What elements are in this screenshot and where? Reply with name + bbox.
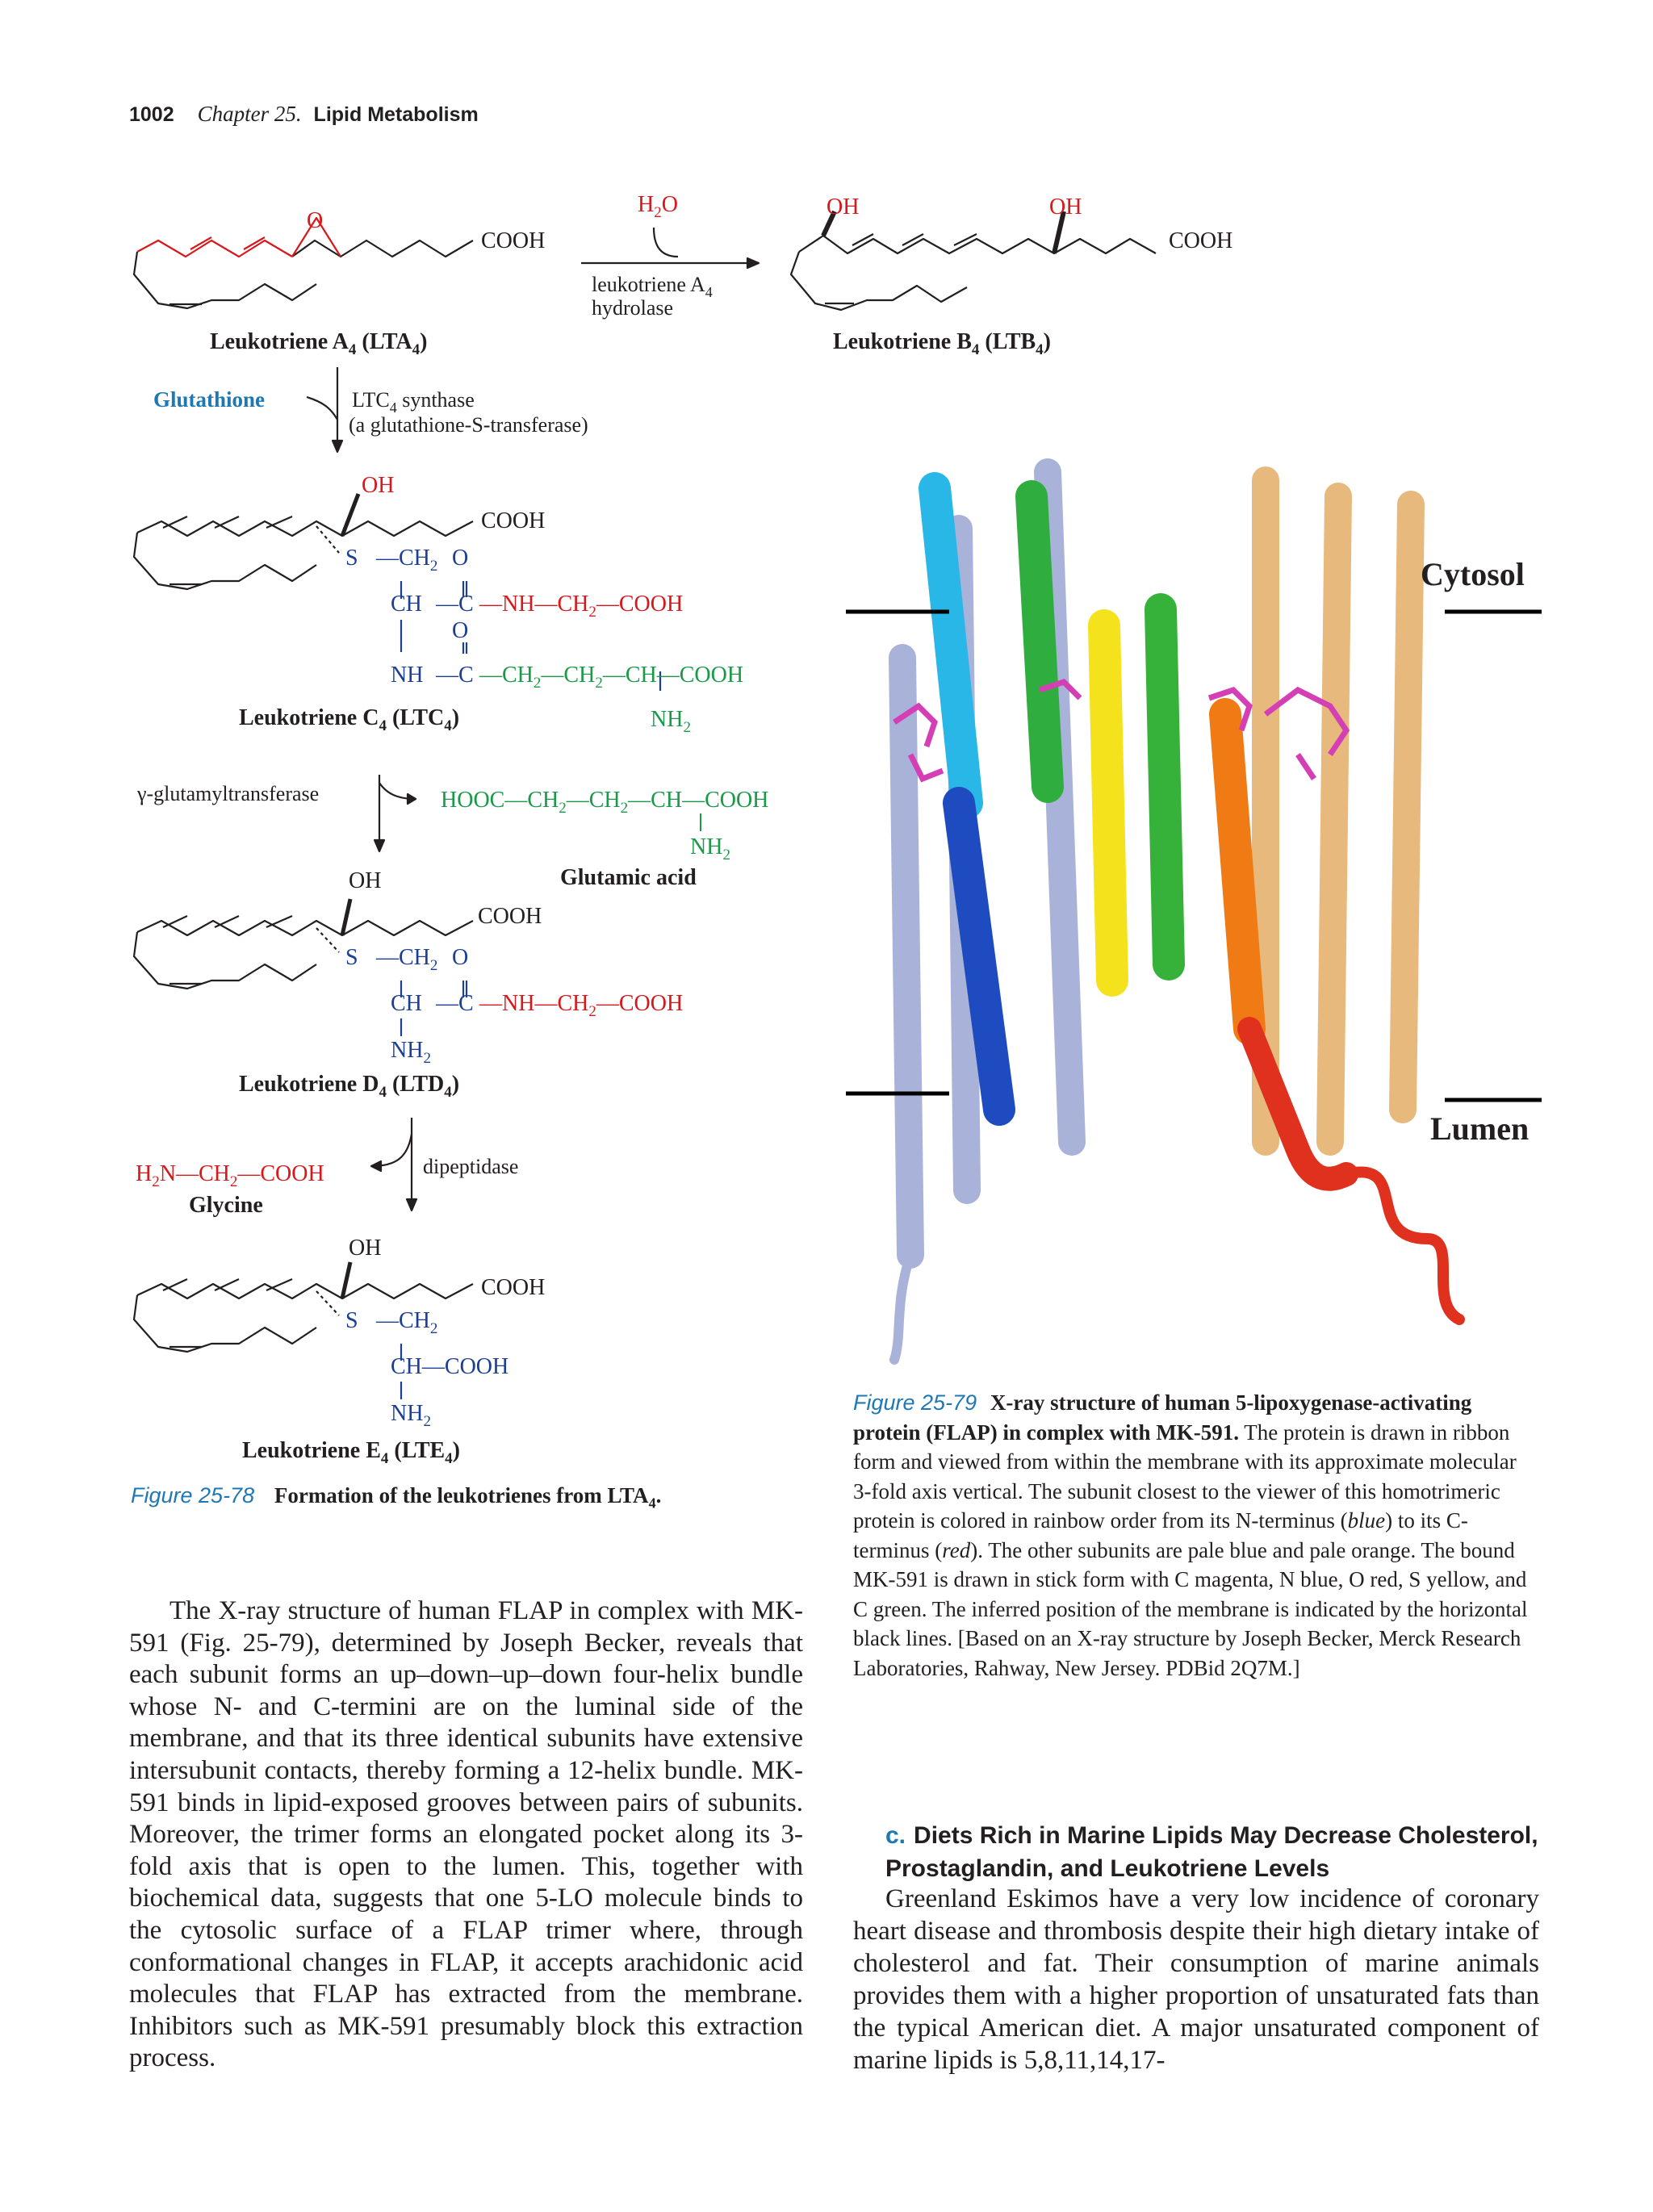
dipeptidase-label: dipeptidase [423,1155,519,1178]
ltc4-synthase-label-2: (a glutathione-S-transferase) [349,413,588,437]
figure-25-79-text-b: ) to its C-terminus ( [853,1508,1468,1562]
ltc4-c-1: —C [436,592,474,617]
hydrolase-label-2: hydrolase [592,296,674,320]
flap-ribbon-figure [846,448,1542,1372]
glycine-label: Glycine [189,1193,263,1218]
figure-25-79-text-c: ). The other subunits are pale blue and pale orange. The bound MK-591 is drawn in stick form with C magenta, N blue, O red, S yellow, and C green. The inferred position of the membrane is indicated by the horizontal black lines. [Based on an X-ray structure by Joseph Becker, Merck Research Laboratories, Rahway, New Jersey. PDBid 2Q7M.] [853,1537,1528,1680]
ltc4-cooh: COOH [481,508,546,533]
glutamic-acid-nh2: $NH_2$ [690,834,730,863]
ltd4-gly: $—NH—CH_2—COOH$ [479,991,684,1020]
ltc4-nh2: $NH_2$ [651,707,691,736]
glutamic-acid-label: Glutamic acid [560,865,697,890]
figure-25-79-caption [853,1388,1539,1683]
ltc4-s: S [345,546,358,571]
section-letter: c. [885,1822,906,1849]
ltc4-o-1: O [452,546,469,571]
lumen-label: Lumen [1430,1110,1530,1147]
ltc4-label: Leukotriene $C_4$ $(LTC_4)$ [239,705,460,734]
figure-25-78-label: Figure 25-78 [131,1483,255,1507]
lte4-ch2: $—CH_2$ [376,1308,438,1337]
ltb4-oh-2: OH [1049,194,1082,220]
ltb4-label: Leukotriene $B_4$ $(LTB_4)$ [833,329,1051,358]
ltc4-ch: CH [391,592,422,617]
ltd4-nh2: $NH_2$ [391,1038,431,1067]
body-paragraph-right: Greenland Eskimos have a very low incidence of coronary heart disease and thrombosis despite their high dietary intake of cholesterol and fat. Their consumption of marine animals provides them with a higher proportion of unsaturated fats than the typical American diet. A major unsaturated component of marine lipids is 5,8,11,14,17- [853,1884,1539,2075]
ltd4-cooh: COOH [478,904,542,929]
glutamic-acid-formula: $HOOC—CH_2—CH_2—CH—COOH$ [441,788,769,817]
ltb4-oh-1: OH [826,194,860,220]
figure-25-79-blue: blue [1347,1508,1386,1533]
chapter-title: Lipid Metabolism [313,103,479,126]
lta4-cooh: COOH [481,228,546,253]
ltd4-c: —C [436,991,474,1016]
ltd4-ch2: $—CH_2$ [376,945,438,974]
lte4-label: Leukotriene $E_4$ $(LTE_4)$ [242,1438,460,1467]
ltc4-nh: NH [391,663,424,688]
ltd4-ch: CH [391,991,422,1016]
ltc4-gly: $—NH—CH_2—COOH$ [479,592,684,621]
lte4-ch: CH—COOH [391,1354,509,1379]
section-heading [885,1819,1563,1885]
page-number: 1002 [129,103,174,126]
glutathione-label: Glutathione [153,387,266,412]
ribbon-drawing [846,448,1542,1372]
lte4-cooh: COOH [481,1275,546,1300]
ltc4-c-2: —C [436,663,474,688]
glycine-formula: $H_2N—CH_2—COOH$ [136,1161,324,1190]
ltd4-o: O [452,945,469,970]
chapter-label: Chapter 25. [197,102,302,126]
ltb4-structure [791,211,1156,310]
ltd4-s: S [345,945,358,970]
figure-25-78-caption [131,1483,661,1512]
body-paragraph-left: The X-ray structure of human FLAP in complex with MK-591 (Fig. 25-79), determined by Joseph Becker, reveals that each subunit forms an up–down–up–down four-helix bundle whose N- and C-termini are on the luminal side of the membrane, and that its three identical subunits have extensive intersubunit contacts, thereby forming a 12-helix bundle. MK-591 binds in lipid-exposed grooves between pairs of subunits. Moreover, the trimer forms an elongated pocket along its 3-fold axis that is open to the lumen. This, together with biochemical data, suggests that one 5-LO molecule binds to the cytosolic surface of a FLAP trimer where, through conformational changes in FLAP, it accepts arachidonic acid molecules that FLAP has extracted from the membrane. Inhibitors such as MK-591 presumably block this extraction process. [129,1596,803,2073]
figure-25-78-title: Formation of the leukotrienes from $LTA_4$. [274,1483,662,1512]
ltc4-ch2: $—CH_2$ [376,546,438,575]
lta4-epoxide-o: O [307,208,324,233]
lte4-oh: OH [349,1236,382,1261]
water-label: $H_2O$ [638,192,678,221]
figure-25-79-label: Figure 25-79 [853,1390,977,1415]
ltc4-oh: OH [362,473,395,498]
lta4-structure [134,218,473,308]
ltd4-oh: OH [349,868,382,893]
ltd4-label: Leukotriene $D_4$ $(LTD_4)$ [239,1072,460,1101]
figure-25-79-text-a: The protein is drawn in ribbon form and viewed from within the membrane with its approximate molecular 3-fold axis vertical. The subunit closest to the viewer of this homotrimeric protein is colored in rainbow order from its N-terminus ( [853,1420,1517,1533]
lta4-label: Leukotriene $A_4$ $(LTA_4)$ [210,329,428,358]
figure-25-79-red: red [942,1537,971,1562]
ltb4-cooh: COOH [1169,228,1233,253]
ltc4-o-2: O [452,618,469,643]
lte4-s: S [345,1308,358,1333]
ltc4-glu: $—CH_2—CH_2—CH—COOH$ [479,663,744,692]
ggt-label: γ-glutamyltransferase [137,782,320,805]
ltc4-synthase-label: $LTC_4$ synthase [352,388,475,416]
lte4-nh2: $NH_2$ [391,1401,431,1430]
section-title: Diets Rich in Marine Lipids May Decrease Cholesterol, Prostaglandin, and Leukotriene Levels [885,1822,1538,1882]
hydrolase-label: leukotriene $A_4$ [592,273,713,300]
figure-25-79-title: X-ray structure of human 5-lipoxygenase-activating protein (FLAP) in complex with MK-591. [853,1390,1472,1445]
cytosol-label: Cytosol [1421,556,1525,592]
